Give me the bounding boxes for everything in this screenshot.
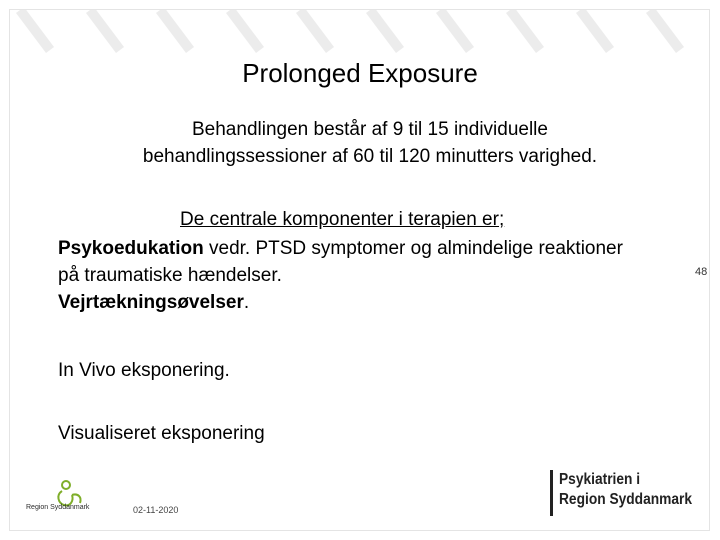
visualised-item: Visualiseret eksponering — [58, 423, 265, 444]
page-number: 48 — [695, 266, 708, 278]
intro-line-1: Behandlingen består af 9 til 15 individuelle — [192, 119, 548, 140]
psychiatry-logo-line-2: Region Syddanmark — [559, 491, 693, 508]
psychoeducation-item — [58, 235, 628, 289]
footer-date: 02-11-2020 — [133, 505, 179, 515]
psychoeducation-description: vedr. PTSD symptomer og almindelige reaktioner på traumatiske hændelser. — [58, 238, 623, 286]
components-list — [58, 235, 628, 316]
breathing-term: Vejrtækningsøvelser — [58, 292, 244, 313]
intro-line-2: behandlingssessioner af 60 til 120 minutters varighed. — [142, 146, 598, 167]
small-logo-text: Region Syddanmark — [26, 504, 90, 511]
psychiatry-logo — [550, 470, 700, 516]
intro-text — [90, 116, 650, 170]
psychoeducation-term: Psykoedukation — [58, 238, 204, 259]
breathing-punct: . — [243, 292, 250, 313]
slide-title: Prolonged Exposure — [242, 58, 478, 88]
in-vivo-item: In Vivo eksponering. — [58, 360, 230, 381]
decorative-stripes — [10, 10, 709, 56]
components-heading: De centrale komponenter i terapien er; — [180, 209, 505, 230]
breathing-item — [58, 289, 628, 316]
psychiatry-logo-line-1: Psykiatrien i — [559, 471, 641, 488]
